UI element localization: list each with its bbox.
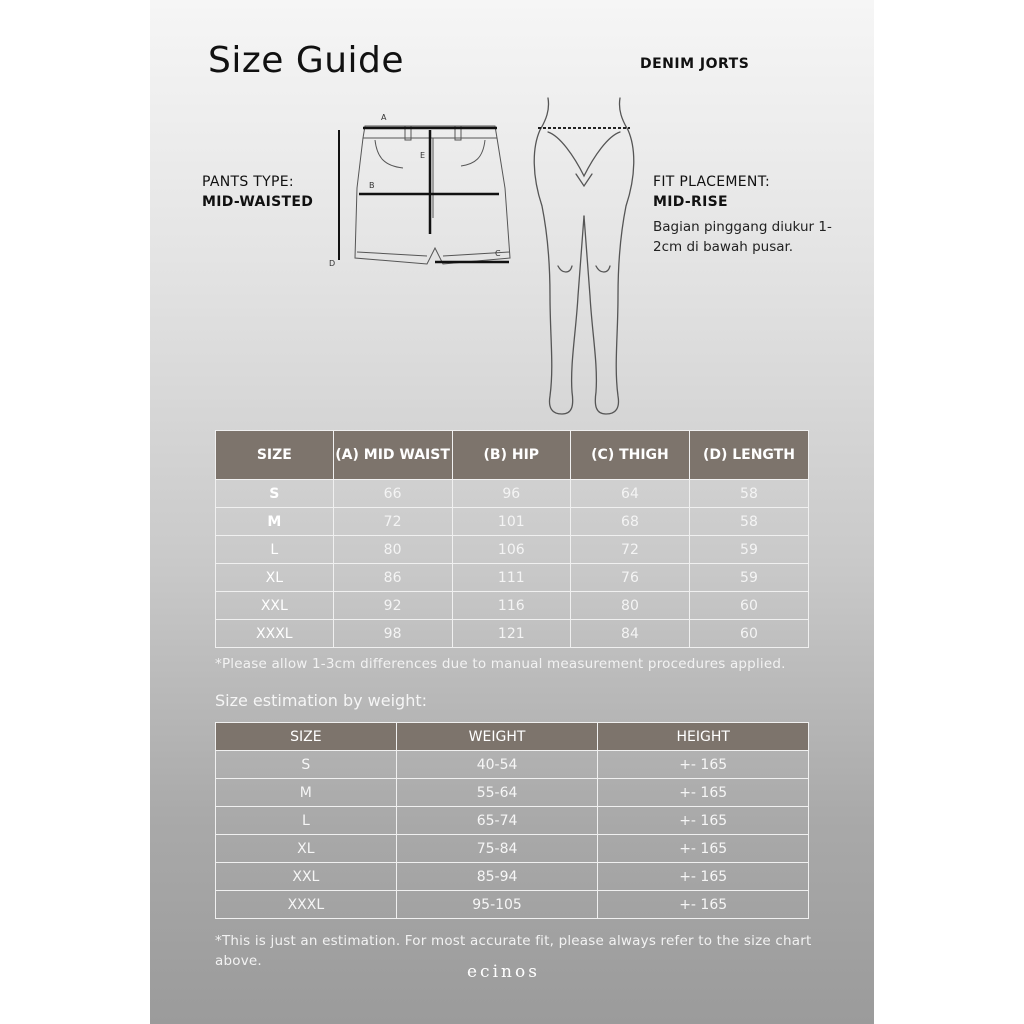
header-hip: (B) HIP <box>452 431 571 480</box>
table-row <box>216 863 809 891</box>
table-row <box>216 779 809 807</box>
table-row <box>216 835 809 863</box>
value-cell: 101 <box>452 508 571 536</box>
label-e: E <box>420 151 426 160</box>
label-d: D <box>329 259 336 268</box>
weight-cell: 95-105 <box>396 891 598 919</box>
weight-cell: 65-74 <box>396 807 598 835</box>
label-b: B <box>369 181 375 190</box>
value-cell: 80 <box>333 536 452 564</box>
shorts-diagram <box>325 108 520 290</box>
header-size: SIZE <box>216 723 397 751</box>
table-row <box>216 564 809 592</box>
label-c: C <box>495 249 501 258</box>
value-cell: 84 <box>571 620 690 648</box>
value-cell: 72 <box>571 536 690 564</box>
size-chart-table <box>215 430 809 648</box>
size-cell: M <box>216 779 397 807</box>
table-row <box>216 620 809 648</box>
value-cell: 96 <box>452 480 571 508</box>
fit-placement-description: Bagian pinggang diukur 1-2cm di bawah pusar. <box>653 219 832 255</box>
fit-placement-label: FIT PLACEMENT: <box>653 174 771 190</box>
header-height: HEIGHT <box>598 723 809 751</box>
size-cell: S <box>216 751 397 779</box>
size-cell: L <box>216 807 397 835</box>
table-row <box>216 536 809 564</box>
height-cell: +- 165 <box>598 751 809 779</box>
size-cell: XXXL <box>216 891 397 919</box>
value-cell: 68 <box>571 508 690 536</box>
table-row <box>216 891 809 919</box>
height-cell: +- 165 <box>598 863 809 891</box>
size-cell: L <box>216 536 334 564</box>
weight-cell: 85-94 <box>396 863 598 891</box>
value-cell: 64 <box>571 480 690 508</box>
body-figure-diagram <box>528 96 640 418</box>
value-cell: 121 <box>452 620 571 648</box>
size-cell: M <box>216 508 334 536</box>
size-chart-header-row <box>216 431 809 480</box>
pants-type-value: MID-WAISTED <box>202 194 314 210</box>
value-cell: 58 <box>689 480 808 508</box>
table-row <box>216 508 809 536</box>
value-cell: 116 <box>452 592 571 620</box>
value-cell: 98 <box>333 620 452 648</box>
weight-cell: 55-64 <box>396 779 598 807</box>
fit-placement-value: MID-RISE <box>653 194 728 210</box>
size-cell: XXL <box>216 592 334 620</box>
value-cell: 60 <box>689 592 808 620</box>
value-cell: 66 <box>333 480 452 508</box>
size-cell: S <box>216 480 334 508</box>
value-cell: 59 <box>689 564 808 592</box>
value-cell: 86 <box>333 564 452 592</box>
weight-cell: 40-54 <box>396 751 598 779</box>
height-cell: +- 165 <box>598 807 809 835</box>
weight-chart-subtitle: Size estimation by weight: <box>215 691 427 710</box>
value-cell: 76 <box>571 564 690 592</box>
value-cell: 111 <box>452 564 571 592</box>
pants-type-label: PANTS TYPE: <box>202 174 294 190</box>
value-cell: 92 <box>333 592 452 620</box>
value-cell: 60 <box>689 620 808 648</box>
height-cell: +- 165 <box>598 835 809 863</box>
value-cell: 72 <box>333 508 452 536</box>
size-cell: XL <box>216 835 397 863</box>
header-size: SIZE <box>216 431 334 480</box>
header-thigh: (C) THIGH <box>571 431 690 480</box>
weight-chart-note: *This is just an estimation. For most accurate fit, please always refer to the size chart above. <box>215 933 812 969</box>
weight-chart-table <box>215 722 809 919</box>
value-cell: 59 <box>689 536 808 564</box>
product-name: DENIM JORTS <box>640 56 750 72</box>
page-title: Size Guide <box>208 40 405 81</box>
header-length: (D) LENGTH <box>689 431 808 480</box>
value-cell: 106 <box>452 536 571 564</box>
weight-chart-header-row <box>216 723 809 751</box>
weight-cell: 75-84 <box>396 835 598 863</box>
table-row <box>216 807 809 835</box>
table-row <box>216 751 809 779</box>
brand-logo: ecinos <box>467 962 540 982</box>
size-chart-note: *Please allow 1-3cm differences due to manual measurement procedures applied. <box>215 656 786 672</box>
value-cell: 58 <box>689 508 808 536</box>
table-row <box>216 480 809 508</box>
header-mid-waist: (A) MID WAIST <box>333 431 452 480</box>
header-weight: WEIGHT <box>396 723 598 751</box>
size-cell: XXL <box>216 863 397 891</box>
height-cell: +- 165 <box>598 891 809 919</box>
size-cell: XXXL <box>216 620 334 648</box>
value-cell: 80 <box>571 592 690 620</box>
height-cell: +- 165 <box>598 779 809 807</box>
label-a: A <box>381 113 387 122</box>
table-row <box>216 592 809 620</box>
size-cell: XL <box>216 564 334 592</box>
